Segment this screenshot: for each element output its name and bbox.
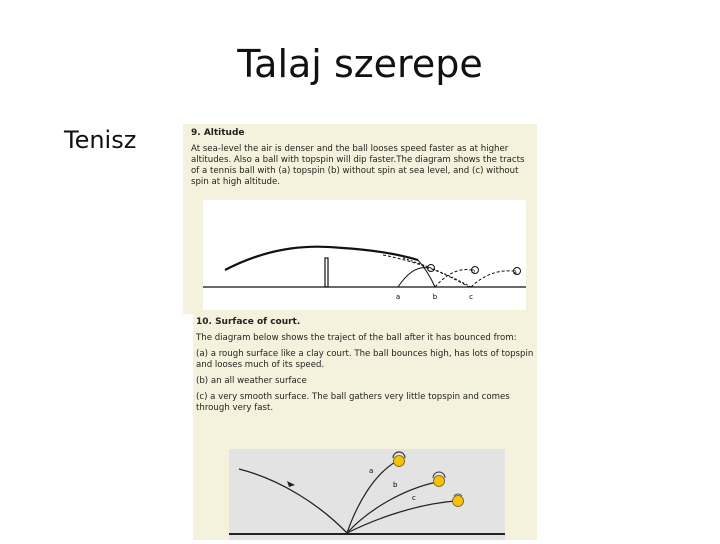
ground-label-c: c	[469, 293, 473, 301]
surface-text	[196, 317, 534, 419]
slide-title: Talaj szerepe	[237, 42, 483, 86]
surface-panel	[193, 314, 537, 540]
trajectory-a-descent	[418, 260, 435, 287]
path-label-a: a	[369, 467, 374, 475]
net	[325, 258, 328, 287]
altitude-text	[191, 128, 531, 193]
surface-item-b: (b) an all weather surface	[196, 376, 307, 386]
altitude-panel	[183, 124, 537, 314]
curve-label-c: c	[427, 266, 431, 273]
surface-bounce-figure	[229, 449, 505, 540]
path-c	[347, 501, 455, 533]
altitude-trajectory-figure	[203, 200, 526, 310]
bounce-c	[471, 271, 513, 287]
ball-c-icon	[453, 494, 464, 507]
curve-label-b: b	[471, 268, 475, 275]
surface-item-c: (c) a very smooth surface. The ball gathers very little topspin and comes through very fast.	[196, 392, 510, 413]
surface-diagram	[229, 449, 505, 540]
incoming-arc	[225, 247, 418, 270]
altitude-diagram	[203, 200, 526, 310]
incoming-path	[239, 469, 347, 533]
ground-label-a: a	[395, 293, 401, 301]
surface-intro: The diagram below shows the traject of the ball after it has bounced from:	[196, 333, 517, 343]
surface-item-a: (a) a rough surface like a clay court. The ball bounces high, has lots of topspin and looses much of its speed.	[196, 349, 534, 370]
path-label-b: b	[393, 481, 398, 489]
curve-label-a: a	[513, 269, 517, 276]
ball-a-icon	[393, 452, 405, 467]
path-b	[347, 482, 437, 533]
bullet-text: Tenisz	[64, 126, 137, 154]
surface-heading: 10. Surface of court.	[196, 317, 301, 327]
path-label-c: c	[412, 494, 416, 502]
ball-b-icon	[433, 472, 445, 487]
altitude-body: At sea-level the air is denser and the ball looses speed faster as at higher altitudes. Also a ball with topspin will dip faster.The diagram shows the tracts of a tennis ball with (a) topspin (b) without spin at sea level, and (c) without spin at high altitude.	[191, 144, 525, 187]
ground-label-b: b	[432, 293, 438, 301]
altitude-heading: 9. Altitude	[191, 128, 245, 138]
bounce-a	[398, 266, 431, 287]
direction-arrow-icon	[287, 481, 295, 487]
